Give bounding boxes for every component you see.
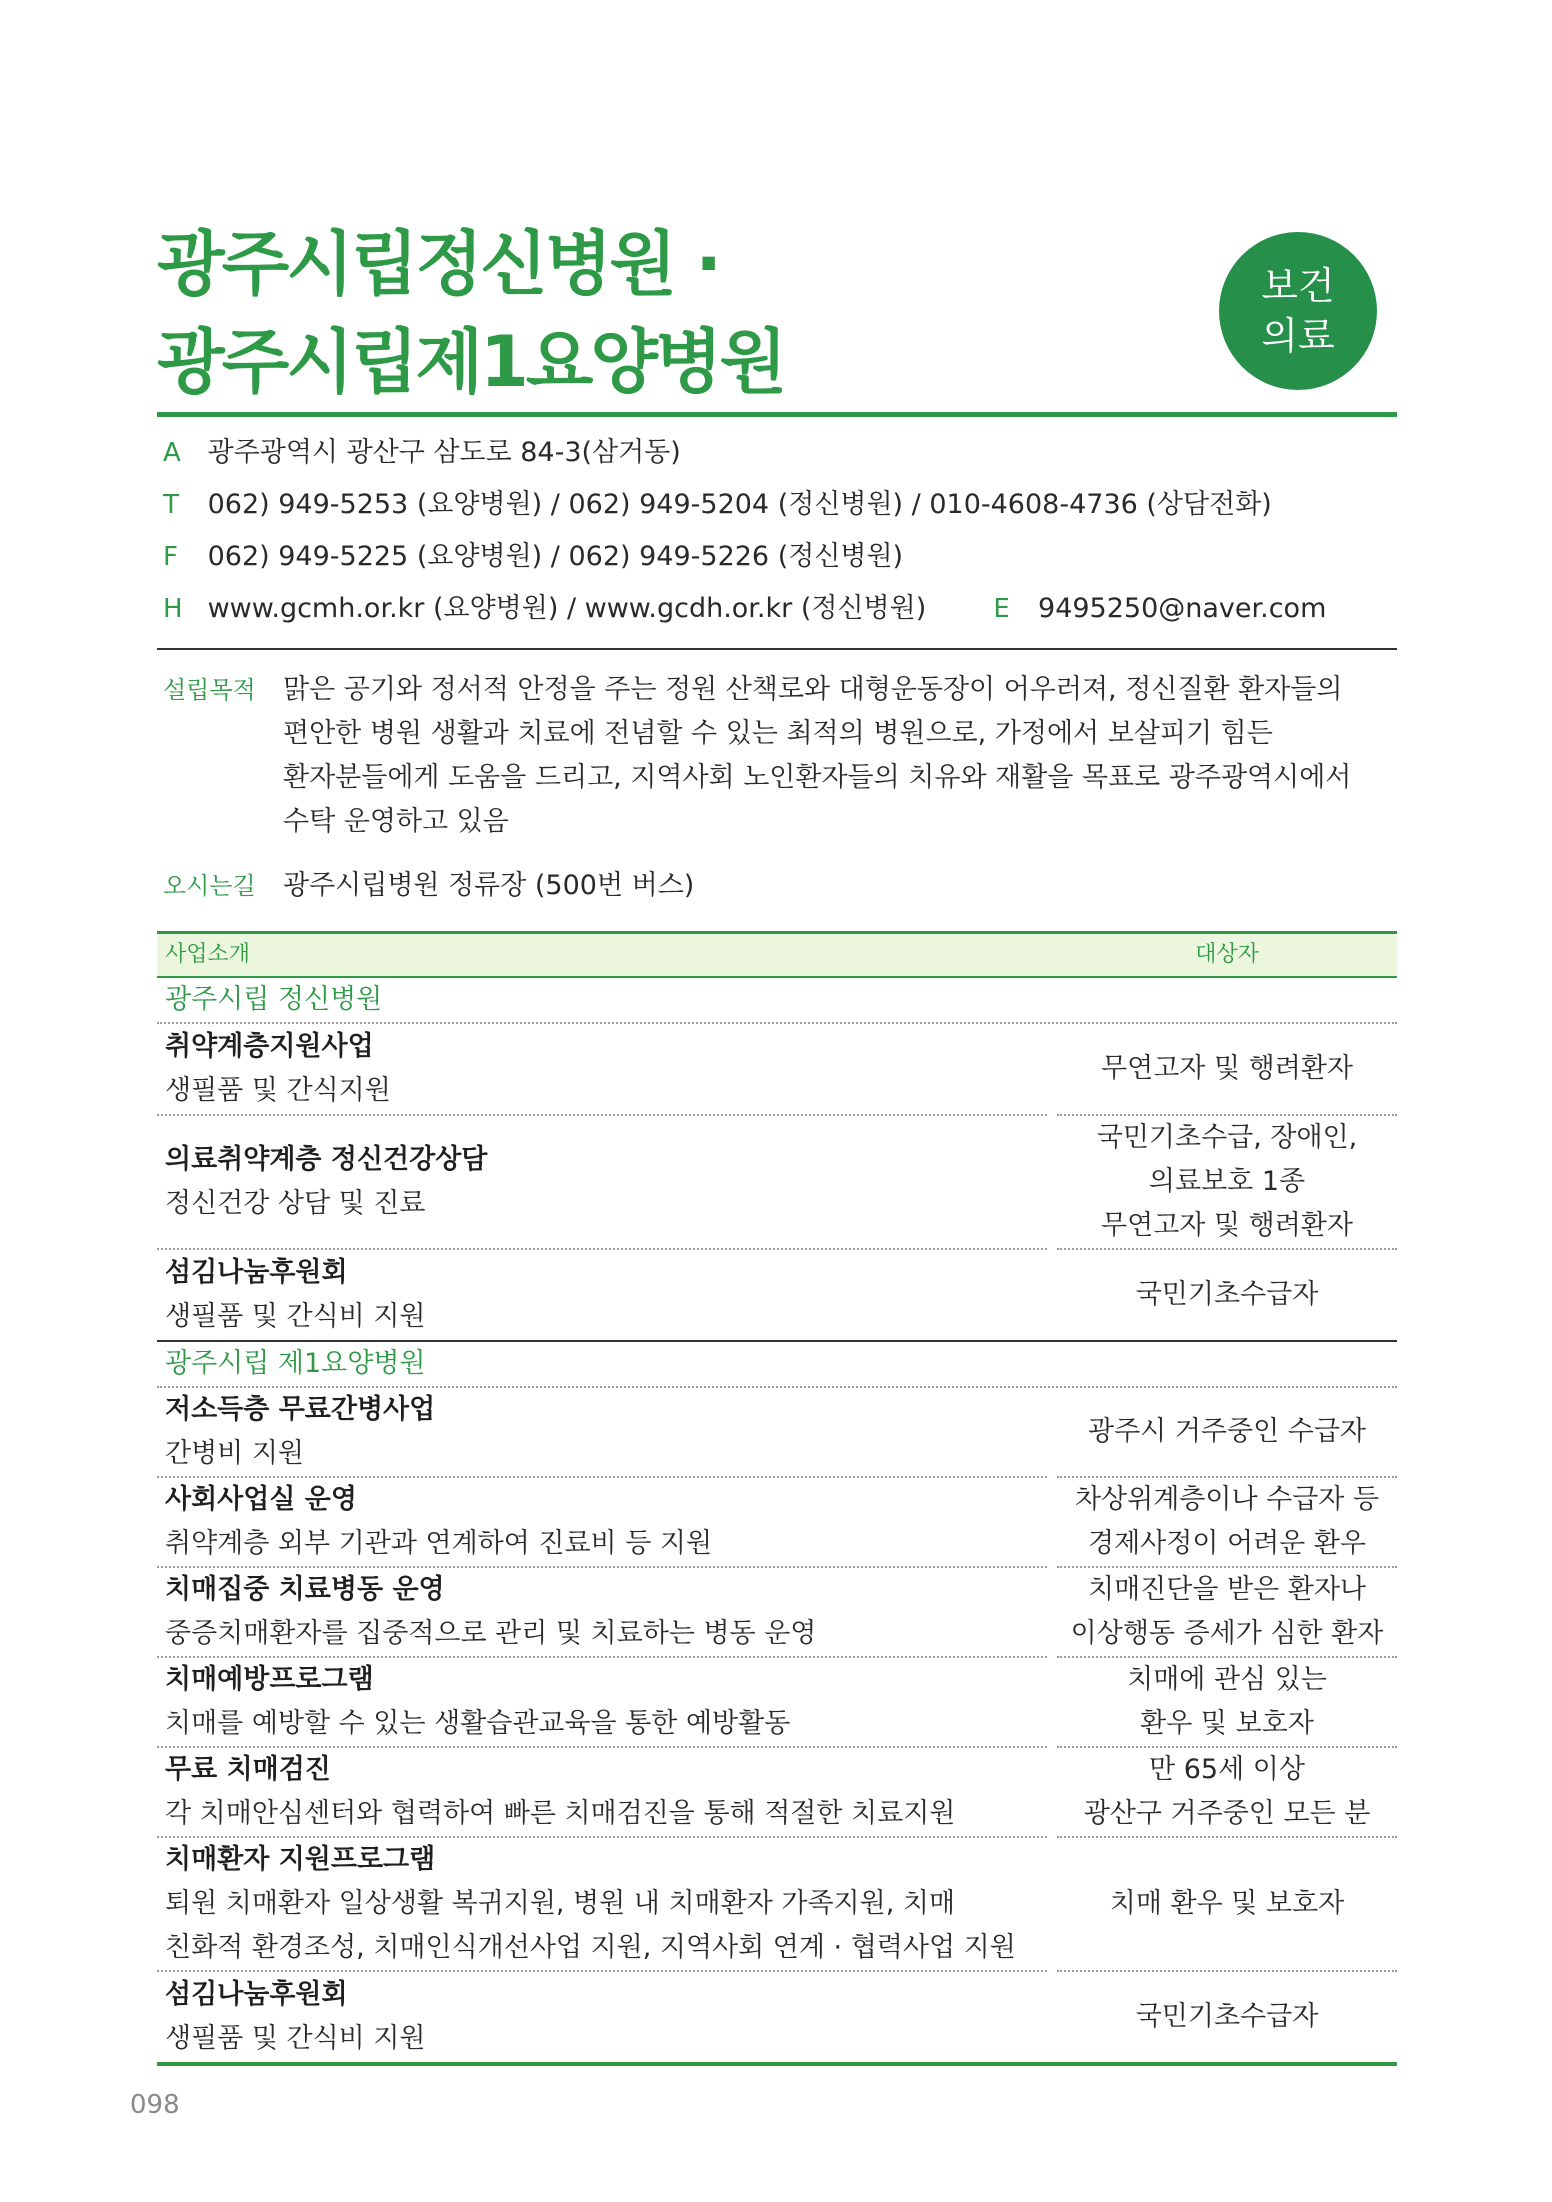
table-row <box>157 1388 1397 1478</box>
target-line: 무연고자 및 행려환자 <box>1101 1053 1353 1084</box>
target-line: 경제사정이 어려운 환우 <box>1088 1528 1366 1559</box>
table-row <box>157 1250 1397 1340</box>
program-name: 의료취약계층 정신건강상담 <box>165 1144 488 1175</box>
program-cell <box>157 1838 1047 1972</box>
homepage-link[interactable]: www.gcmh.or.kr (요양병원) / www.gcdh.or.kr (정신병원) <box>207 593 927 624</box>
target-line: 치매 환우 및 보호자 <box>1109 1888 1345 1919</box>
address-row <box>163 427 1393 479</box>
homepage-row <box>163 583 1393 635</box>
fax-value: 062) 949-5225 (요양병원) / 062) 949-5226 (정신병원) <box>207 541 904 572</box>
target-line: 치매진단을 받은 환자나 <box>1088 1574 1366 1605</box>
program-cell <box>157 1658 1047 1748</box>
target-cell <box>1057 1250 1397 1340</box>
target-line: 치매에 관심 있는 <box>1127 1664 1327 1695</box>
purpose-line: 수탁 운영하고 있음 <box>283 806 509 837</box>
email-label: E <box>993 594 1010 624</box>
program-desc: 정신건강 상담 및 진료 <box>165 1188 426 1219</box>
section-title: 광주시립 정신병원 <box>157 978 1397 1024</box>
info-divider <box>157 648 1397 650</box>
directions-section <box>163 864 1393 908</box>
program-desc: 생필품 및 간식비 지원 <box>165 2023 426 2054</box>
program-desc: 생필품 및 간식지원 <box>165 1075 391 1106</box>
table-row <box>157 1024 1397 1116</box>
contact-info <box>163 427 1393 635</box>
title-line-2: 광주시립제1요양병원 <box>157 321 785 403</box>
page-title <box>157 215 1157 411</box>
header-program: 사업소개 <box>165 942 251 967</box>
fax-row <box>163 531 1393 583</box>
email-link[interactable]: 9495250@naver.com <box>1038 593 1327 624</box>
badge-line-1: 보건 <box>1261 264 1335 308</box>
phone-label: T <box>163 490 179 520</box>
target-line: 이상행동 증세가 심한 환자 <box>1070 1618 1384 1649</box>
target-line: 국민기초수급, 장애인, <box>1096 1122 1358 1153</box>
target-cell <box>1057 1658 1397 1748</box>
homepage-label: H <box>163 594 183 624</box>
program-cell <box>157 1748 1047 1838</box>
target-cell <box>1057 1024 1397 1116</box>
section-title: 광주시립 제1요양병원 <box>157 1340 1397 1388</box>
program-desc: 각 치매안심센터와 협력하여 빠른 치매검진을 통해 적절한 치료지원 <box>165 1798 956 1829</box>
table-row <box>157 1116 1397 1250</box>
purpose-line: 환자분들에게 도움을 드리고, 지역사회 노인환자들의 치유와 재활을 목표로 광주광역시에서 <box>283 762 1352 793</box>
target-line: 환우 및 보호자 <box>1140 1708 1314 1739</box>
table-row <box>157 1478 1397 1568</box>
target-line: 국민기초수급자 <box>1135 2001 1319 2032</box>
program-desc: 간병비 지원 <box>165 1438 304 1469</box>
fax-label: F <box>163 542 178 572</box>
address-label: A <box>163 438 181 468</box>
program-name: 취약계층지원사업 <box>165 1031 374 1062</box>
program-name: 치매집중 치료병동 운영 <box>165 1574 445 1605</box>
program-desc: 중증치매환자를 집중적으로 관리 및 치료하는 병동 운영 <box>165 1618 817 1649</box>
table-row <box>157 1568 1397 1658</box>
table-bottom-line <box>157 2062 1397 2066</box>
program-cell <box>157 1568 1047 1658</box>
phone-value: 062) 949-5253 (요양병원) / 062) 949-5204 (정신병원) / 010-4608-4736 (상담전화) <box>207 489 1272 520</box>
program-table <box>157 931 1397 2066</box>
program-cell <box>157 1024 1047 1116</box>
program-desc: 취약계층 외부 기관과 연계하여 진료비 등 지원 <box>165 1528 713 1559</box>
purpose-text <box>283 668 1393 844</box>
target-line: 국민기초수급자 <box>1135 1279 1319 1310</box>
program-name: 치매환자 지원프로그램 <box>165 1844 436 1875</box>
target-cell <box>1057 1748 1397 1838</box>
program-cell <box>157 1478 1047 1568</box>
purpose-line: 편안한 병원 생활과 치료에 전념할 수 있는 최적의 병원으로, 가정에서 보살피기 힘든 <box>283 718 1273 749</box>
program-name: 사회사업실 운영 <box>165 1484 357 1515</box>
title-line-1: 광주시립정신병원 · <box>157 223 719 305</box>
target-cell <box>1057 1478 1397 1568</box>
table-row <box>157 1748 1397 1838</box>
table-row <box>157 1838 1397 1972</box>
target-cell <box>1057 1838 1397 1972</box>
target-line: 만 65세 이상 <box>1149 1754 1305 1785</box>
program-name: 치매예방프로그램 <box>165 1664 374 1695</box>
address-value: 광주광역시 광산구 삼도로 84-3(삼거동) <box>207 437 681 468</box>
program-cell <box>157 1388 1047 1478</box>
target-cell <box>1057 1568 1397 1658</box>
table-row <box>157 1972 1397 2062</box>
table-row <box>157 1658 1397 1748</box>
program-desc: 생필품 및 간식비 지원 <box>165 1301 426 1332</box>
program-name: 섬김나눔후원회 <box>165 1257 348 1288</box>
program-name: 저소득층 무료간병사업 <box>165 1394 436 1425</box>
title-divider <box>157 412 1397 417</box>
target-line: 의료보호 1종 <box>1148 1166 1306 1197</box>
page-number: 098 <box>130 2090 180 2120</box>
target-cell <box>1057 1388 1397 1478</box>
program-name: 섬김나눔후원회 <box>165 1979 348 2010</box>
target-line: 무연고자 및 행려환자 <box>1101 1210 1353 1241</box>
program-desc: 친화적 환경조성, 치매인식개선사업 지원, 지역사회 연계 · 협력사업 지원 <box>165 1932 1016 1963</box>
directions-value: 광주시립병원 정류장 (500번 버스) <box>283 870 695 901</box>
target-line: 광주시 거주중인 수급자 <box>1088 1416 1366 1447</box>
header-target: 대상자 <box>1195 942 1259 967</box>
phone-row <box>163 479 1393 531</box>
program-desc: 퇴원 치매환자 일상생활 복귀지원, 병원 내 치매환자 가족지원, 치매 <box>165 1888 956 1919</box>
target-cell <box>1057 1116 1397 1250</box>
category-badge <box>1219 232 1377 390</box>
purpose-line: 맑은 공기와 정서적 안정을 주는 정원 산책로와 대형운동장이 어우러져, 정신질환 환자들의 <box>283 674 1343 705</box>
table-header <box>157 931 1397 978</box>
program-cell <box>157 1116 1047 1250</box>
purpose-label: 설립목적 <box>163 676 256 704</box>
program-name: 무료 치매검진 <box>165 1754 331 1785</box>
program-desc: 치매를 예방할 수 있는 생활습관교육을 통한 예방활동 <box>165 1708 791 1739</box>
target-line: 차상위계층이나 수급자 등 <box>1074 1484 1380 1515</box>
target-cell <box>1057 1972 1397 2062</box>
target-line: 광산구 거주중인 모든 분 <box>1083 1798 1371 1829</box>
badge-line-2: 의료 <box>1261 314 1335 358</box>
program-cell <box>157 1250 1047 1340</box>
directions-label: 오시는길 <box>163 872 256 900</box>
program-cell <box>157 1972 1047 2062</box>
